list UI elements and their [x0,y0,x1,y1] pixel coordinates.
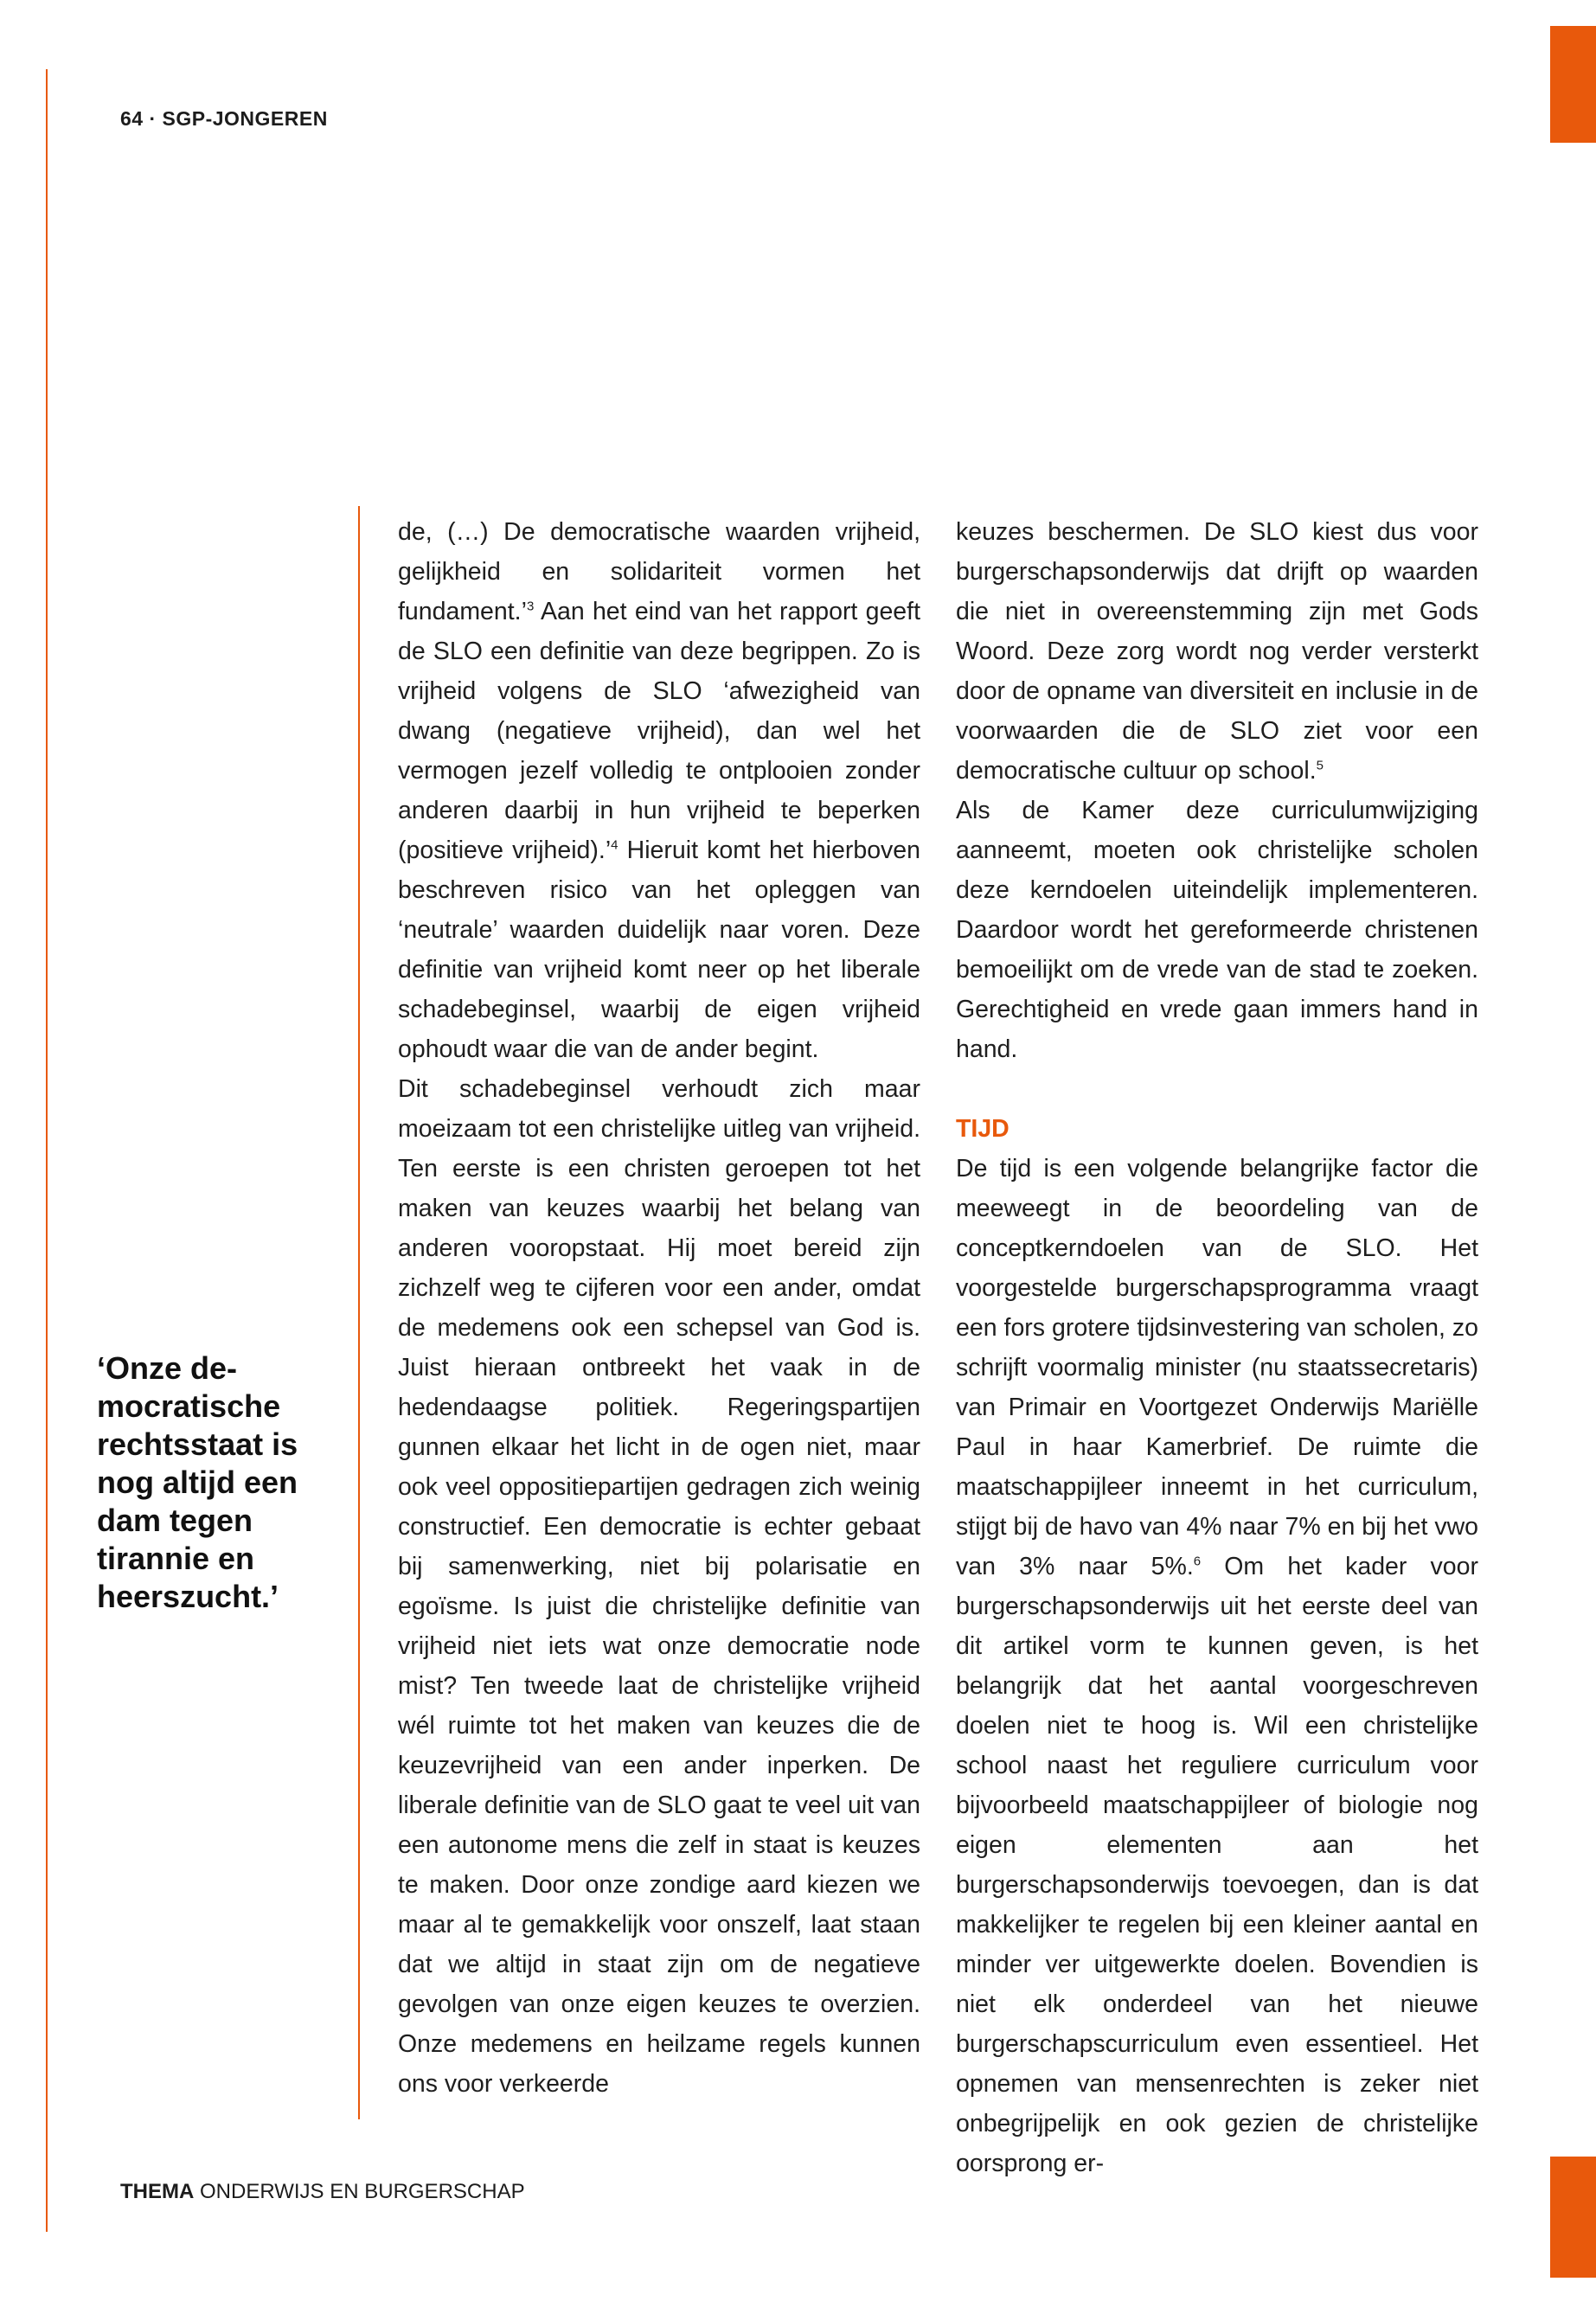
text-column-2 [956,512,1478,2183]
paragraph: Dit schadebeginsel verhoudt zich maar moeizaam tot een christelijke uitleg van vrijheid. Ten eerste is een christen geroepen tot het maken van keuzes waarbij het belang van anderen vooropstaat. Hij moet bereid zijn zichzelf weg te cijferen voor een ander, omdat de medemens ook een schepsel van God is. Juist hieraan ontbreekt het vaak in de hedendaagse politiek. Regeringspartijen gunnen elkaar het licht in de ogen niet, maar ook veel oppositiepartijen gedragen zich weinig constructief. Een democratie is echter gebaat bij samenwerking, niet bij polarisatie en egoïsme. Is juist die christelijke definitie van vrijheid niet iets wat onze democratie node mist? Ten tweede laat de christelijke vrijheid wél ruimte tot het maken van keuzes die de keuzevrijheid van een ander inperken. De liberale definitie van de SLO gaat te veel uit van een autonome mens die zelf in staat is keuzes te maken. Door onze zondige aard kiezen we maar al te gemakkelijk voor onszelf, laat staan dat we altijd in staat zijn om de negatieve gevolgen van onze eigen keuzes te overzien. Onze medemens en heilzame regels kunnen ons voor verkeerde [398,1075,920,2098]
footnote-ref: 4 [611,837,619,853]
section-heading: TIJD [956,1115,1010,1143]
page-header: 64 · SGP-JONGEREN [120,107,328,130]
page-footer [120,2180,525,2204]
footer-theme-label: THEMA [120,2180,195,2203]
paragraph: de, (…) De democratische waarden vrijheid, gelijkheid en solidariteit vormen het fundament.’$^3$ Aan het eind van het rapport geeft de SLO een definitie van deze begrippen. Zo is vrijheid volgens de SLO ‘afwezigheid van dwang (negatieve vrijheid), dan wel het vermogen jezelf volledig te ontplooien zonder anderen daarbij in hun vrijheid te beperken (positieve vrijheid).’$^4$ Hieruit komt het hierboven beschreven risico van het opleggen van ‘neutrale’ waarden duidelijk naar voren. Deze definitie van vrijheid komt neer op het liberale schadebeginsel, waarbij de eigen vrijheid ophoudt waar die van de ander begint. [398,518,920,1063]
top-accent-tab [1550,26,1596,143]
left-margin-rule [46,69,48,2232]
pull-quote: ‘Onze de-mocratische rechtsstaat is nog altijd een dam tegen tirannie en heerszucht.’ [97,1350,298,1614]
column-divider-rule [358,506,360,2119]
text-column-1 [398,512,920,2104]
paragraph: De tijd is een volgende belangrijke factor die meeweegt in de beoordeling van de conceptkerndoelen van de SLO. Het voorgestelde burgerschapsprogramma vraagt een fors grotere tijdsinvestering van scholen, zo schrijft voormalig minister (nu staatssecretaris) van Primair en Voortgezet Onderwijs Mariëlle Paul in haar Kamerbrief. De ruimte die maatschappijleer inneemt in het curriculum, stijgt bij de havo van 4% naar 7% en bij het vwo van 3% naar 5%.$^6$ Om het kader voor burgerschapsonderwijs uit het eerste deel van dit artikel vorm te kunnen geven, is het belangrijk dat het aantal voorgeschreven doelen niet te hoog is. Wil een christelijke school naast het reguliere curriculum voor bijvoorbeeld maatschappijleer of biologie nog eigen elementen aan het burgerschapsonderwijs toevoegen, dan is dat makkelijker te regelen bij een kleiner aantal en minder ver uitgewerkte doelen. Bovendien is niet elk onderdeel van het nieuwe burgerschapscurriculum even essentieel. Het opnemen van mensenrechten is zeker niet onbegrijpelijk en ook gezien de christelijke oorsprong er- [956,1155,1478,2177]
paragraph: Als de Kamer deze curriculumwijziging aanneemt, moeten ook christelijke scholen deze kerndoelen uiteindelijk implementeren. Daardoor wordt het gereformeerde christenen bemoeilijkt om de vrede van de stad te zoeken. Gerechtigheid en vrede gaan immers hand in hand. [956,797,1478,1063]
paragraph: keuzes beschermen. De SLO kiest dus voor burgerschapsonderwijs dat drijft op waarden die niet in overeenstemming zijn met Gods Woord. Deze zorg wordt nog verder versterkt door de opname van diversiteit en inclusie in de voorwaarden die de SLO ziet voor een democratische cultuur op school.$^5$ [956,518,1478,785]
footnote-ref: 3 [526,599,535,614]
footnote-ref: 6 [1193,1554,1202,1569]
bottom-accent-tab [1550,2157,1596,2278]
footer-theme-title: ONDERWIJS EN BURGERSCHAP [194,2180,525,2203]
footnote-ref: 5 [1316,758,1324,773]
